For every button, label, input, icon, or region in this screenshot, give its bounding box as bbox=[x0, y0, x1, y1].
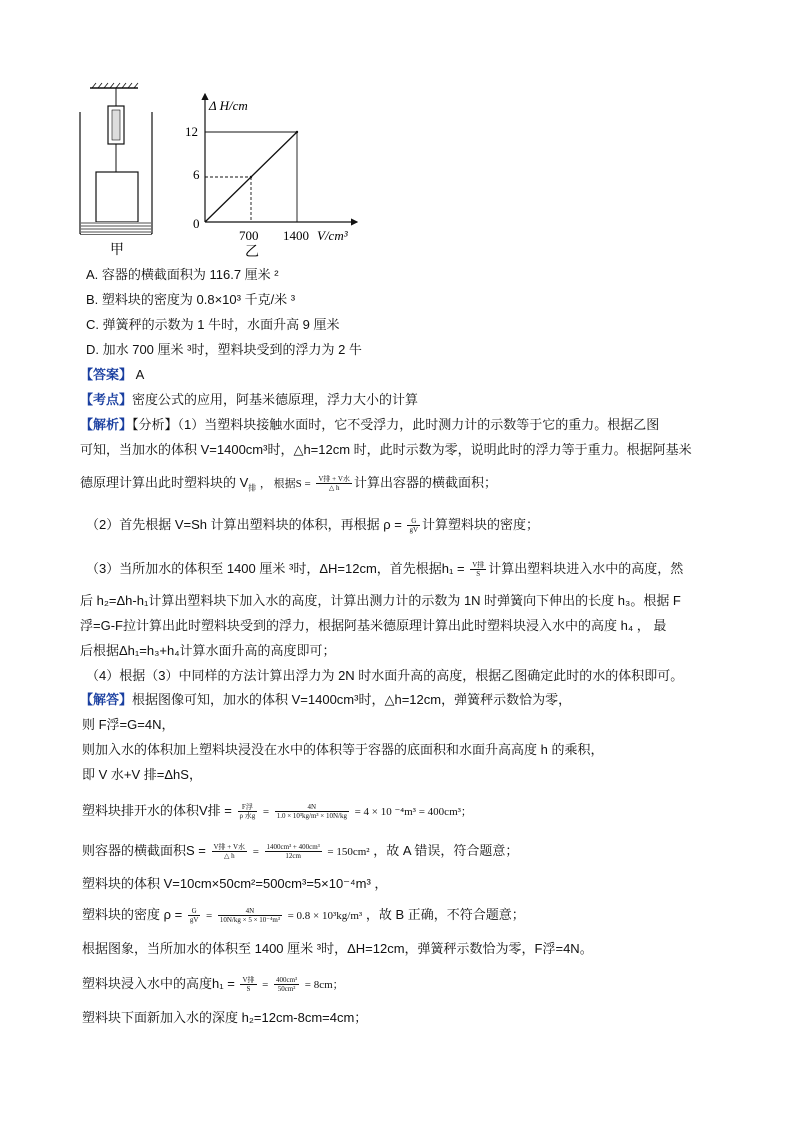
fraction-den: 10N/kg × 5 × 10⁻⁴m³ bbox=[219, 916, 280, 925]
fraction-num: V排 + V水 bbox=[318, 475, 350, 484]
x-tick-1400: 1400 bbox=[283, 228, 309, 243]
analysis-formula-s: ， 根据S = bbox=[259, 478, 311, 490]
answer-tag: 【答案】 bbox=[80, 367, 133, 382]
fraction-num: V排 bbox=[472, 561, 485, 570]
fraction-num: 1400cm³ + 400cm³ bbox=[266, 843, 320, 852]
solution-line-10 bbox=[82, 975, 344, 994]
solution-line-8 bbox=[82, 906, 525, 925]
analysis-text-3c: 计算出容器的横截面积； bbox=[353, 475, 497, 490]
solution-line-7: 塑料块的体积 V=10cm×50cm²=500cm³=5×10⁻⁴m³ ， bbox=[82, 876, 388, 891]
analysis-text-5b: 计算出塑料块进入水中的高度，然 bbox=[488, 561, 684, 576]
fraction-h1 bbox=[470, 561, 486, 578]
solution-text-6c: ，故 A 错误，符合题意； bbox=[373, 843, 519, 858]
solution-text-8c: ，故 B 正确，不符合题意； bbox=[365, 907, 525, 922]
solution-text-6b: = 150cm² bbox=[327, 846, 370, 858]
solution-line-2: 则 F浮=G=4N， bbox=[82, 717, 175, 732]
analysis-line-7 bbox=[80, 617, 666, 635]
answer-value: A bbox=[132, 367, 145, 382]
analysis-line-4 bbox=[86, 516, 539, 534]
fraction-s-2 bbox=[265, 843, 322, 860]
x-tick-700: 700 bbox=[239, 228, 259, 243]
fraction-rho bbox=[407, 517, 420, 534]
option-b: B. 塑料块的密度为 0.8×10³ 千克/米 ³ bbox=[86, 292, 296, 307]
fraction-den: △ h bbox=[223, 852, 235, 861]
fraction-h1-1 bbox=[240, 976, 256, 993]
label-jia: 甲 bbox=[110, 243, 124, 258]
equals: = bbox=[262, 806, 270, 818]
option-c: C. 弹簧秤的示数为 1 牛时，水面升高 9 厘米 bbox=[86, 317, 340, 332]
kaodian-line bbox=[80, 391, 418, 409]
data-point bbox=[250, 176, 252, 178]
analysis-tag: 【解析】 bbox=[80, 417, 133, 432]
fraction-den: ρ 水g bbox=[239, 812, 256, 821]
y-tick-0: 0 bbox=[193, 216, 200, 231]
fraction-vpai-2 bbox=[275, 803, 349, 820]
fraction-den: △ h bbox=[328, 484, 340, 493]
fraction-den: 1.0 × 10³kg/m³ × 10N/kg bbox=[276, 812, 347, 821]
analysis-text-5a: （3）当所加水的体积至 1400 厘米 ³时，ΔH=12cm，首先根据h₁ = bbox=[86, 561, 465, 576]
analysis-sub-pai: 排 bbox=[248, 483, 257, 493]
fraction-s-1 bbox=[212, 843, 248, 860]
analysis-text-3a: 德原理计算出此时塑料块的 V bbox=[80, 475, 249, 490]
solution-tag: 【解答】 bbox=[80, 692, 133, 707]
answer-line bbox=[80, 366, 144, 384]
solution-text-1: 根据图像可知，加水的体积 V=1400cm³时，△h=12cm，弹簧秤示数恰为零， bbox=[132, 692, 572, 707]
solution-text-10b: = 8cm； bbox=[304, 979, 344, 991]
solution-text-8a: 塑料块的密度 ρ = bbox=[82, 907, 183, 922]
analysis-line-5 bbox=[86, 560, 683, 578]
fraction-num: V排 bbox=[242, 976, 255, 985]
analysis-line-2: 可知，当加水的体积 V=1400cm³时，△h=12cm 时，此时示数为零，说明此时的浮力等于重力。根据阿基米 bbox=[80, 442, 692, 457]
fraction-num: 400cm³ bbox=[275, 976, 298, 985]
fraction-den: gV bbox=[189, 916, 199, 925]
kaodian-text: 密度公式的应用，阿基米德原理，浮力大小的计算 bbox=[132, 392, 419, 407]
option-d: D. 加水 700 厘米 ³时，塑料块受到的浮力为 2 牛 bbox=[86, 342, 362, 357]
equals: = bbox=[252, 846, 259, 858]
fraction-den: S bbox=[246, 985, 251, 994]
fraction-den: 50cm² bbox=[277, 985, 296, 994]
solution-text-8b: = 0.8 × 10³kg/m³ bbox=[287, 910, 363, 922]
fraction-den: S bbox=[476, 570, 481, 579]
solution-line-6 bbox=[82, 842, 518, 861]
fraction-vpai-1 bbox=[238, 803, 258, 820]
analysis-line-6: 后 h₂=Δh-h₁计算出塑料块下加入水的高度，计算出测力计的示数为 1N 时弹簧向下伸出的长度 h₃。根据 F bbox=[80, 593, 681, 608]
solution-line-3: 则加入水的体积加上塑料块浸没在水中的体积等于容器的底面积和水面升高高度 h 的乘积， bbox=[82, 742, 604, 757]
analysis-text-7a: 浮=G-F bbox=[80, 618, 123, 633]
y-axis-label: Δ H/cm bbox=[209, 98, 248, 113]
fraction-num: V排 + V水 bbox=[213, 843, 246, 852]
fraction-rho-2 bbox=[218, 907, 282, 924]
x-axis-label: V/cm³ bbox=[317, 228, 348, 243]
analysis-line-3 bbox=[80, 474, 497, 493]
analysis-line-1 bbox=[80, 416, 659, 434]
fraction-s bbox=[316, 475, 352, 492]
solution-line-5 bbox=[82, 802, 472, 821]
analysis-text-1: 【分析】（1）当塑料块接触水面时，它不受浮力，此时测力计的示数等于它的重力。根据乙图 bbox=[132, 417, 660, 432]
analysis-text-4a: （2）首先根据 V=Sh 计算出塑料块的体积，再根据 ρ = bbox=[86, 517, 402, 532]
fraction-num: F浮 bbox=[238, 803, 258, 812]
fraction-num: G bbox=[407, 517, 420, 526]
fraction-num: 4N bbox=[275, 803, 349, 812]
y-tick-6: 6 bbox=[193, 167, 200, 182]
data-point bbox=[296, 131, 298, 133]
figure-yi-graph bbox=[185, 88, 375, 262]
y-tick-12: 12 bbox=[185, 124, 198, 139]
analysis-text-4b: 计算塑料块的密度； bbox=[422, 517, 540, 532]
solution-line-11: 塑料块下面新加入水的深度 h₂=12cm-8cm=4cm； bbox=[82, 1010, 368, 1025]
kaodian-tag: 【考点】 bbox=[80, 392, 133, 407]
option-a: A. 容器的横截面积为 116.7 厘米 ² bbox=[86, 267, 279, 282]
figure-jia bbox=[76, 82, 176, 262]
solution-text-5a: 塑料块排开水的体积V排 = bbox=[82, 803, 232, 818]
label-yi: 乙 bbox=[245, 245, 259, 260]
analysis-line-9: （4）根据（3）中同样的方法计算出浮力为 2N 时水面升高的高度，根据乙图确定此时的水的体积即可。 bbox=[86, 668, 684, 683]
solution-line-9: 根据图象，当所加水的体积至 1400 厘米 ³时，ΔH=12cm，弹簧秤示数恰为零，F浮=4N。 bbox=[82, 941, 593, 956]
solution-text-6a: 则容器的横截面积S = bbox=[82, 843, 206, 858]
fraction-num: 4N bbox=[218, 907, 282, 916]
solution-line-4: 即 V 水+V 排=ΔhS， bbox=[82, 767, 202, 782]
solution-text-5b: = 4 × 10 ⁻⁴m³ = 400cm³； bbox=[354, 806, 472, 818]
solution-line-1 bbox=[80, 691, 571, 709]
fraction-h1-2 bbox=[274, 976, 299, 993]
equals: = bbox=[206, 910, 213, 922]
equals: = bbox=[262, 979, 269, 991]
analysis-line-8: 后根据Δh₁=h₃+h₄计算水面升高的高度即可； bbox=[80, 643, 336, 658]
fraction-rho-1 bbox=[188, 907, 201, 924]
solution-text-10a: 塑料块浸入水中的高度h₁ = bbox=[82, 976, 235, 991]
fraction-den: gV bbox=[409, 526, 419, 535]
analysis-text-7b: 拉计算出此时塑料块受到的浮力，根据阿基米德原理计算出此时塑料块浸入水中的高度 h₄ ， 最 bbox=[122, 618, 667, 633]
fraction-den: 12cm bbox=[285, 852, 301, 861]
fraction-num: G bbox=[188, 907, 201, 916]
